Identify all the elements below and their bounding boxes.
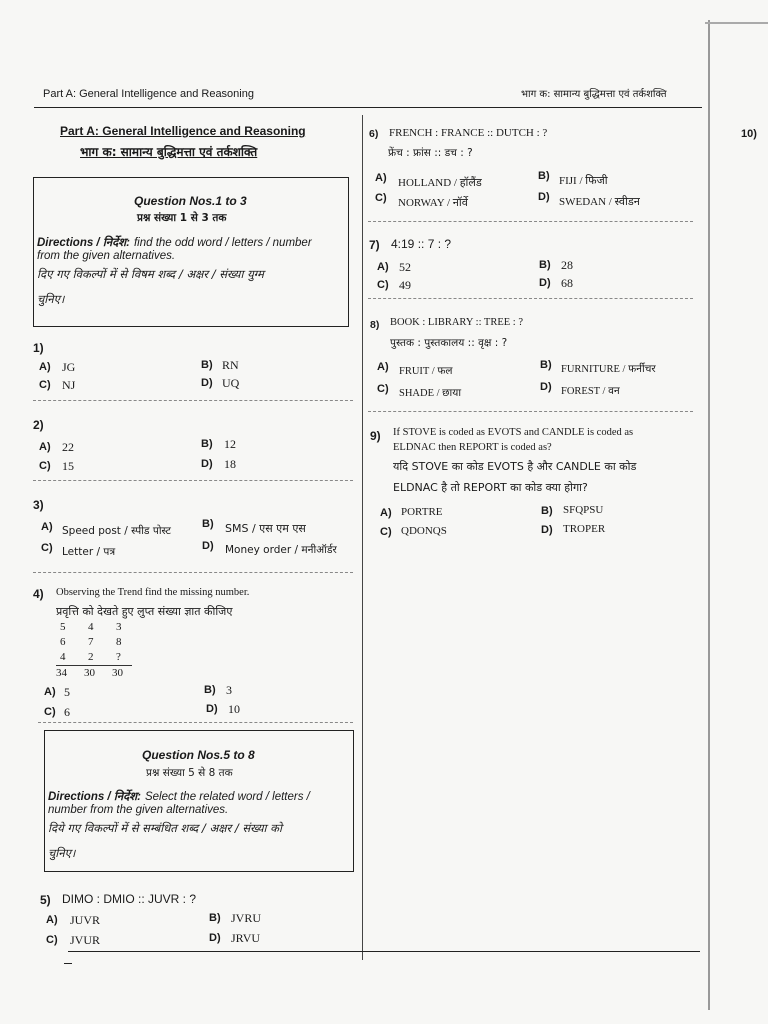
- box1-heading: Question Nos.1 to 3: [134, 194, 247, 208]
- option-label: C): [380, 526, 392, 538]
- page-edge-top: [705, 22, 768, 24]
- option-label: D): [539, 277, 551, 289]
- option-b: SMS / एस एम एस: [225, 522, 306, 535]
- option-c: Letter / पत्र: [62, 546, 116, 558]
- option-label: D): [201, 377, 213, 389]
- option-b: 28: [561, 258, 573, 272]
- header-title: Part A: General Intelligence and Reasoning: [43, 88, 254, 100]
- option-label: A): [46, 914, 58, 926]
- box2-directions-line2: number from the given alternatives.: [48, 804, 229, 816]
- directions-label: Directions / निर्देश:: [48, 791, 141, 803]
- grid-cell: 30: [112, 667, 123, 679]
- option-a: 5: [64, 685, 70, 699]
- grid-cell: 2: [88, 651, 94, 663]
- option-label: A): [380, 507, 392, 519]
- question-text: FRENCH : FRANCE :: DUTCH : ?: [389, 127, 548, 139]
- question-number: 6): [369, 128, 379, 140]
- option-a: PORTRE: [401, 506, 443, 518]
- page-edge-right: [708, 20, 710, 1010]
- option-label: B): [539, 259, 551, 271]
- option-a: 22: [62, 440, 74, 454]
- directions-text: find the odd word / letters / number: [133, 237, 312, 249]
- question-text-2: ELDNAC then REPORT is coded as?: [393, 442, 552, 453]
- option-c: NJ: [62, 378, 76, 392]
- question-number: 8): [370, 319, 380, 331]
- column-divider: [362, 115, 363, 960]
- question-text-hindi: प्रवृत्ति को देखते हुए लुप्त संख्या ज्ञात कीजिए: [56, 605, 233, 618]
- option-label: A): [44, 686, 56, 698]
- question-number: 5): [40, 893, 51, 907]
- option-b: RN: [222, 358, 239, 372]
- grid-cell: 4: [60, 651, 66, 663]
- grid-cell: 30: [84, 667, 95, 679]
- option-d: FOREST / वन: [561, 386, 620, 397]
- grid-cell: 5: [60, 621, 66, 633]
- option-d: TROPER: [563, 523, 606, 535]
- question-separator: [33, 480, 353, 481]
- question-separator: [38, 722, 353, 723]
- option-c: JVUR: [70, 933, 101, 947]
- grid-cell: 4: [88, 621, 94, 633]
- box1-directions-hindi-2: चुनिए।: [37, 292, 65, 306]
- option-a: FRUIT / फल: [399, 366, 453, 377]
- grid-cell: 3: [116, 621, 122, 633]
- question-number: 9): [370, 429, 381, 443]
- option-d: UQ: [222, 376, 240, 390]
- option-label: D): [538, 191, 550, 203]
- question-number: 3): [33, 498, 44, 512]
- option-label: B): [540, 359, 552, 371]
- option-c: 49: [399, 278, 411, 292]
- question-number: 7): [369, 238, 380, 252]
- option-a: 52: [399, 260, 411, 274]
- option-a: Speed post / स्पीड पोस्ट: [62, 525, 171, 537]
- option-a: JG: [62, 360, 76, 374]
- question-text: 4:19 :: 7 : ?: [391, 237, 452, 251]
- question-separator: [33, 572, 353, 573]
- option-label: B): [541, 505, 553, 517]
- question-number: 4): [33, 587, 44, 601]
- option-d: Money order / मनीऑर्डर: [225, 544, 337, 556]
- header-title-hindi: भाग क: सामान्य बुद्धिमत्ता एवं तर्कशक्ति: [521, 89, 667, 100]
- option-b: JVRU: [231, 911, 262, 925]
- header-rule: [34, 107, 702, 108]
- option-label: A): [375, 172, 387, 184]
- box2-directions-hindi-2: चुनिए।: [48, 846, 76, 860]
- question-text: DIMO : DMIO :: JUVR : ?: [62, 892, 197, 906]
- option-d: 18: [224, 457, 236, 471]
- option-c: QDONQS: [401, 525, 447, 537]
- option-d: JRVU: [231, 931, 261, 945]
- option-b: SFQPSU: [563, 504, 604, 516]
- option-label: D): [540, 381, 552, 393]
- question-number: 10): [741, 128, 757, 140]
- option-c: 15: [62, 459, 74, 473]
- box1-directions-hindi-1: दिए गए विकल्पों में से विषम शब्द / अक्षर / संख्या युग्म: [37, 267, 264, 281]
- option-label: C): [41, 542, 53, 554]
- box2-directions: [48, 787, 310, 805]
- option-d: SWEDAN / स्वीडन: [559, 196, 640, 208]
- grid-cell: 8: [116, 636, 122, 648]
- box2-directions-hindi-1: दिये गए विकल्पों में से सम्बंधित शब्द / अक्षर / संख्या को: [48, 821, 282, 835]
- grid-cell: 34: [56, 667, 67, 679]
- option-label: D): [206, 703, 218, 715]
- option-label: B): [204, 684, 216, 696]
- box1-heading-hindi: प्रश्न संख्या 1 से 3 तक: [137, 212, 227, 224]
- option-c: NORWAY / नॉर्वे: [398, 197, 468, 209]
- question-separator: [33, 400, 353, 401]
- option-label: C): [46, 934, 58, 946]
- option-label: C): [44, 706, 56, 718]
- question-text: BOOK : LIBRARY :: TREE : ?: [390, 317, 524, 328]
- section-title: Part A: General Intelligence and Reasoning: [60, 124, 306, 138]
- option-label: B): [538, 170, 550, 182]
- option-label: A): [39, 361, 51, 373]
- box2-heading: Question Nos.5 to 8: [142, 748, 255, 762]
- question-text-hindi: फ्रेंच : फ्रांस :: डच : ?: [388, 147, 473, 159]
- box2-heading-hindi: प्रश्न संख्या 5 से 8 तक: [146, 767, 233, 779]
- question-text-hindi-2: ELDNAC है तो REPORT का कोड क्या होगा?: [393, 481, 588, 494]
- option-label: B): [202, 518, 214, 530]
- option-label: D): [209, 932, 221, 944]
- option-a: JUVR: [70, 913, 101, 927]
- option-label: C): [39, 460, 51, 472]
- option-b: 3: [226, 683, 232, 697]
- section-title-hindi: भाग क: सामान्य बुद्धिमत्ता एवं तर्कशक्ति: [80, 145, 258, 159]
- question-text-hindi: यदि STOVE का कोड EVOTS है और CANDLE का कोड: [393, 460, 637, 473]
- option-label: A): [377, 361, 389, 373]
- option-label: D): [541, 524, 553, 536]
- option-label: C): [375, 192, 387, 204]
- option-label: D): [201, 458, 213, 470]
- footer-mark: [64, 963, 72, 964]
- option-label: C): [377, 383, 389, 395]
- grid-cell: ?: [116, 651, 121, 663]
- option-label: B): [201, 438, 213, 450]
- option-label: B): [201, 359, 213, 371]
- directions-label: Directions / निर्देश:: [37, 237, 130, 249]
- footer-rule: [68, 951, 700, 952]
- option-label: A): [41, 521, 53, 533]
- question-number: 2): [33, 418, 44, 432]
- option-b: FIJI / फिजी: [559, 175, 608, 187]
- question-text-hindi: पुस्तक : पुस्तकालय :: वृक्ष : ?: [390, 337, 508, 349]
- option-b: 12: [224, 437, 236, 451]
- question-text: If STOVE is coded as EVOTS and CANDLE is coded as: [393, 427, 634, 438]
- option-label: C): [39, 379, 51, 391]
- question-separator: [368, 298, 693, 299]
- directions-text: Select the related word / letters /: [144, 791, 310, 803]
- question-separator: [368, 221, 693, 222]
- option-d: 10: [228, 702, 240, 716]
- option-c: SHADE / छाया: [399, 388, 462, 399]
- option-label: C): [377, 279, 389, 291]
- option-b: FURNITURE / फर्नीचर: [561, 364, 656, 375]
- grid-cell: 6: [60, 636, 66, 648]
- box1-directions: [37, 233, 312, 251]
- option-d: 68: [561, 276, 573, 290]
- question-number: 1): [33, 341, 44, 355]
- option-a: HOLLAND / हॉलैंड: [398, 177, 482, 189]
- option-label: A): [39, 441, 51, 453]
- grid-rule: [56, 665, 132, 666]
- box1-directions-line2: from the given alternatives.: [37, 250, 176, 262]
- option-label: A): [377, 261, 389, 273]
- option-c: 6: [64, 705, 70, 719]
- grid-cell: 7: [88, 636, 94, 648]
- option-label: D): [202, 540, 214, 552]
- option-label: B): [209, 912, 221, 924]
- question-text: Observing the Trend find the missing number.: [56, 587, 250, 598]
- question-separator: [368, 411, 693, 412]
